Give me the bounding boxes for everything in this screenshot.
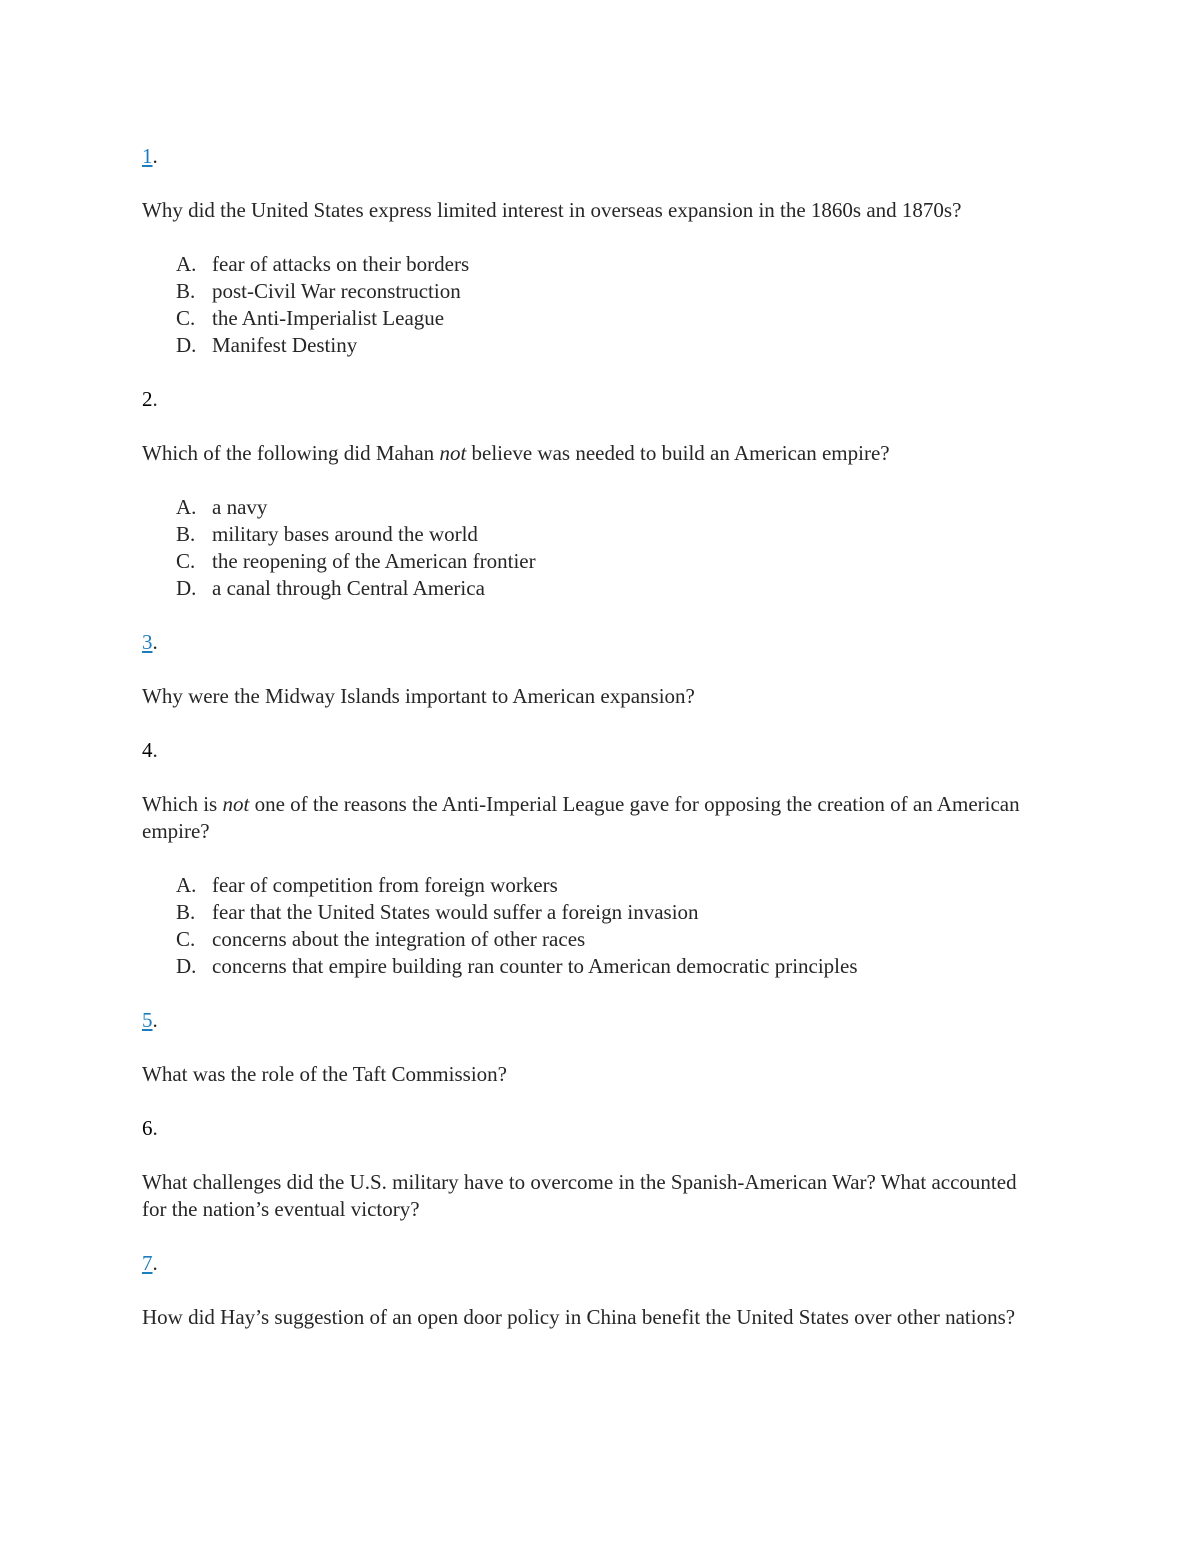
question-text-emphasis: not xyxy=(439,441,467,465)
question-text-body: How did Hay’s suggestion of an open door policy in China benefit the United States over other nations? xyxy=(142,1305,1016,1329)
question-number-link[interactable]: 7 xyxy=(142,1251,153,1275)
question-number: 2. xyxy=(142,387,158,411)
question-text-body: Why did the United States express limited interest in overseas expansion in the 1860s and 1870s? xyxy=(142,198,962,222)
question-number-link[interactable]: 5 xyxy=(142,1008,153,1032)
choice-letter: A. xyxy=(176,873,197,897)
question-number[interactable]: 1. xyxy=(142,144,158,168)
choice-text: post-Civil War reconstruction xyxy=(212,279,461,303)
question-text xyxy=(142,440,1042,467)
answer-choice xyxy=(142,521,1042,548)
question-5 xyxy=(142,1007,1042,1088)
choice-text: the reopening of the American frontier xyxy=(212,549,536,573)
choice-text: fear of attacks on their borders xyxy=(212,252,470,276)
choice-text: fear of competition from foreign workers xyxy=(212,873,558,897)
question-text-body: believe was needed to build an American empire? xyxy=(466,441,890,465)
question-text-body: Which is xyxy=(142,792,223,816)
question-text xyxy=(142,197,1042,224)
question-number[interactable]: 7. xyxy=(142,1251,158,1275)
question-2 xyxy=(142,386,1042,602)
question-4 xyxy=(142,737,1042,980)
answer-choice xyxy=(142,872,1042,899)
choice-text: concerns about the integration of other races xyxy=(212,927,586,951)
question-number[interactable]: 3. xyxy=(142,630,158,654)
choice-text: a canal through Central America xyxy=(212,576,485,600)
question-text xyxy=(142,791,1042,845)
answer-choice xyxy=(142,278,1042,305)
question-number-link[interactable]: 3 xyxy=(142,630,153,654)
choice-text: military bases around the world xyxy=(212,522,478,546)
question-number[interactable]: 5. xyxy=(142,1008,158,1032)
question-number-text: 2 xyxy=(142,387,153,411)
document-page xyxy=(142,143,1042,1358)
answer-choice xyxy=(142,494,1042,521)
question-text-body: one of the reasons the Anti-Imperial League gave for opposing the creation of an American empire? xyxy=(142,792,1020,843)
choice-text: a navy xyxy=(212,495,268,519)
question-number-link[interactable]: 1 xyxy=(142,144,153,168)
question-1 xyxy=(142,143,1042,359)
question-number-text: 6 xyxy=(142,1116,153,1140)
answer-choice xyxy=(142,305,1042,332)
question-text-body: What challenges did the U.S. military have to overcome in the Spanish-American War? What accounted for the nation’s eventual victory? xyxy=(142,1170,1017,1221)
answer-choices xyxy=(142,872,1042,980)
choice-letter: C. xyxy=(176,306,196,330)
choice-letter: C. xyxy=(176,549,196,573)
choice-text: Manifest Destiny xyxy=(212,333,358,357)
question-number: 6. xyxy=(142,1116,158,1140)
choice-letter: C. xyxy=(176,927,196,951)
answer-choice xyxy=(142,332,1042,359)
choice-letter: D. xyxy=(176,954,197,978)
question-text-body: Which of the following did Mahan xyxy=(142,441,440,465)
answer-choice xyxy=(142,899,1042,926)
question-text-body: Why were the Midway Islands important to American expansion? xyxy=(142,684,695,708)
answer-choice xyxy=(142,575,1042,602)
choice-letter: D. xyxy=(176,576,197,600)
choice-text: fear that the United States would suffer a foreign invasion xyxy=(212,900,699,924)
question-3 xyxy=(142,629,1042,710)
answer-choices xyxy=(142,494,1042,602)
question-text-body: What was the role of the Taft Commission? xyxy=(142,1062,507,1086)
question-number: 4. xyxy=(142,738,158,762)
question-text-emphasis: not xyxy=(222,792,250,816)
answer-choice xyxy=(142,926,1042,953)
question-number-text: 4 xyxy=(142,738,153,762)
choice-letter: B. xyxy=(176,279,196,303)
choice-letter: D. xyxy=(176,333,197,357)
choice-letter: A. xyxy=(176,252,197,276)
answer-choice xyxy=(142,251,1042,278)
choice-letter: B. xyxy=(176,900,196,924)
choice-text: concerns that empire building ran counter to American democratic principles xyxy=(212,954,858,978)
question-6 xyxy=(142,1115,1042,1223)
question-text xyxy=(142,1304,1042,1331)
question-text xyxy=(142,683,1042,710)
answer-choices xyxy=(142,251,1042,359)
answer-choice xyxy=(142,953,1042,980)
choice-text: the Anti-Imperialist League xyxy=(212,306,445,330)
question-text xyxy=(142,1169,1042,1223)
answer-choice xyxy=(142,548,1042,575)
question-7 xyxy=(142,1250,1042,1331)
question-text xyxy=(142,1061,1042,1088)
choice-letter: B. xyxy=(176,522,196,546)
choice-letter: A. xyxy=(176,495,197,519)
